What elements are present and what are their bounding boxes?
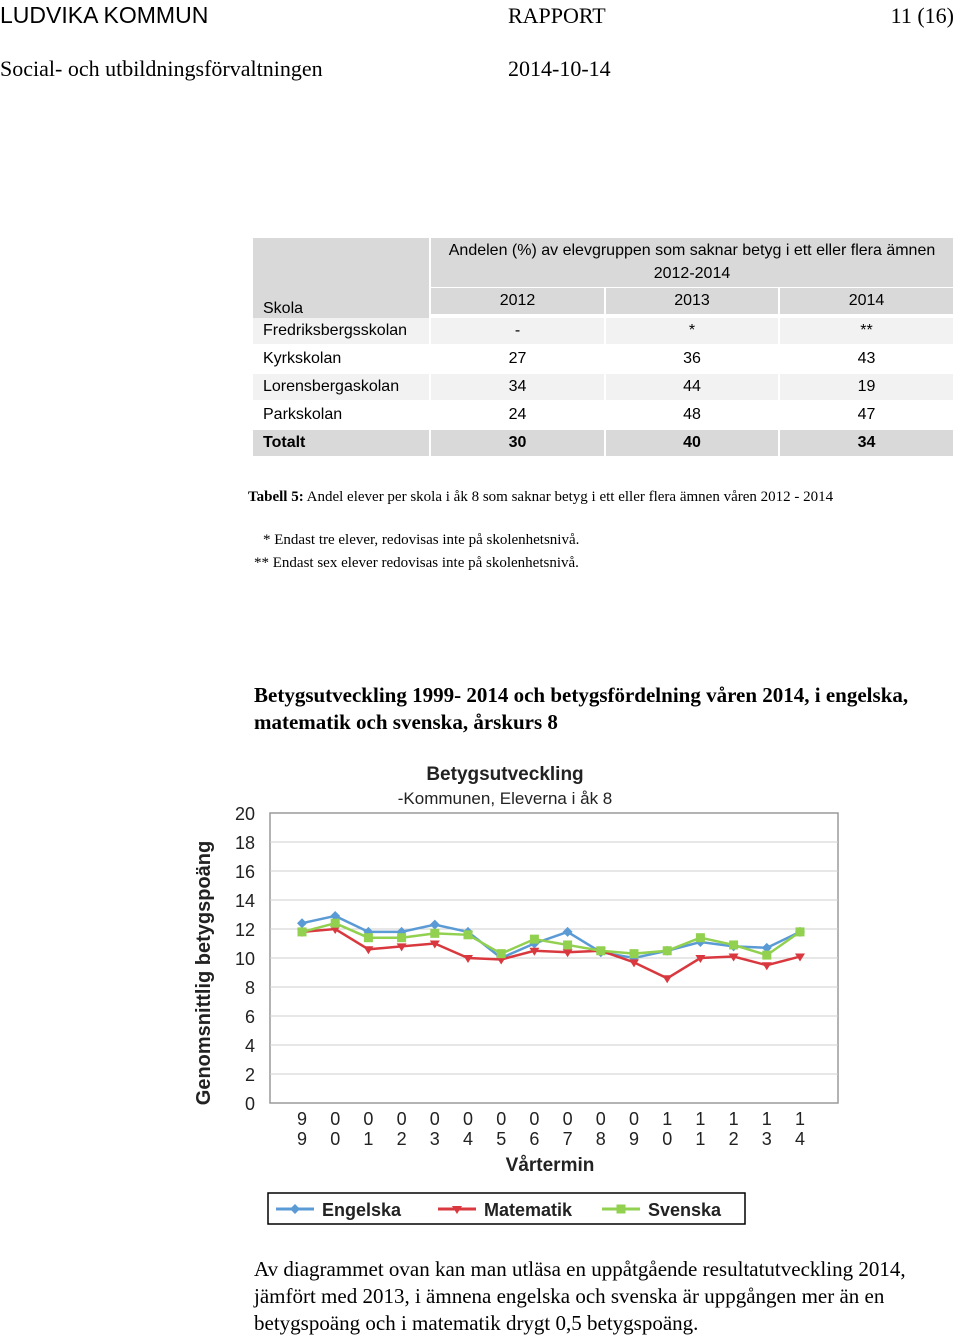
x-tick-label: 0 — [529, 1109, 540, 1129]
table-cell: 40 — [606, 430, 778, 456]
table-cell-school: Fredriksbergsskolan — [253, 318, 429, 344]
x-tick-label: 2 — [728, 1129, 739, 1149]
data-point — [397, 933, 406, 942]
data-point — [331, 919, 340, 928]
x-tick-label: 0 — [462, 1109, 474, 1129]
department-name: Social- och utbildningsförvaltningen — [0, 56, 323, 81]
x-tick-label: 4 — [462, 1129, 474, 1149]
table-year-header: 2012 — [431, 288, 604, 314]
data-point — [696, 933, 705, 942]
chart-title: Betygsutveckling — [426, 764, 584, 785]
data-point — [364, 933, 373, 942]
table-cell: - — [431, 318, 604, 344]
y-axis-label: Genomsnittlig betygspoäng — [193, 840, 215, 1106]
x-tick-label: 0 — [330, 1109, 341, 1129]
x-tick-label: 1 — [662, 1109, 673, 1129]
x-tick-label: 1 — [695, 1109, 706, 1129]
table-cell: 44 — [606, 374, 778, 400]
data-point — [563, 940, 572, 949]
caption-text: Andel elever per skola i åk 8 som saknar betyg i ett eller flera ämnen våren 2012 - 2014 — [303, 489, 834, 505]
x-tick-label: 0 — [628, 1109, 640, 1129]
y-tick-label: 10 — [234, 949, 255, 969]
y-tick-label: 12 — [234, 920, 255, 940]
org-name: LUDVIKA KOMMUN — [0, 2, 209, 28]
table-year-header: 2013 — [606, 288, 778, 314]
x-tick-label: 1 — [695, 1129, 706, 1149]
y-tick-label: 0 — [244, 1094, 255, 1114]
data-point — [729, 940, 738, 949]
legend-marker — [617, 1205, 626, 1214]
legend-label: Svenska — [648, 1200, 722, 1220]
table-school-header: Skola — [263, 300, 304, 317]
y-tick-label: 18 — [234, 833, 255, 853]
table-cell: 27 — [431, 346, 604, 372]
x-tick-label: 7 — [562, 1129, 573, 1149]
table-cell: 34 — [431, 374, 604, 400]
table-cell-school: Totalt — [253, 430, 429, 456]
table-cell: 43 — [780, 346, 953, 372]
table-row — [253, 402, 953, 428]
data-point — [762, 951, 771, 960]
table-cell: 36 — [606, 346, 778, 372]
table-cell: 48 — [606, 402, 778, 428]
x-tick-label: 9 — [296, 1129, 308, 1149]
x-tick-label: 6 — [529, 1129, 540, 1149]
x-tick-label: 5 — [496, 1129, 507, 1149]
y-tick-label: 6 — [244, 1007, 255, 1027]
legend-label: Engelska — [322, 1200, 402, 1220]
legend-label: Matematik — [484, 1200, 573, 1220]
y-tick-label: 8 — [244, 978, 255, 998]
data-point — [630, 949, 639, 958]
table-cell: 19 — [780, 374, 953, 400]
table-caption — [248, 486, 960, 509]
caption-note: * Endast tre elever, redovisas inte på skolenhetsnivå. — [263, 532, 580, 548]
table-row — [253, 374, 953, 400]
document-type: RAPPORT — [508, 3, 606, 28]
x-tick-label: 9 — [628, 1129, 640, 1149]
chart-subtitle: -Kommunen, Eleverna i åk 8 — [397, 789, 613, 808]
x-tick-label: 2 — [396, 1129, 407, 1149]
x-axis-label: Vårtermin — [505, 1155, 595, 1176]
x-tick-label: 0 — [363, 1109, 374, 1129]
page-number: 11 (16) — [890, 3, 954, 28]
table-row — [253, 346, 953, 372]
y-tick-label: 4 — [244, 1036, 255, 1056]
table-cell-school: Parkskolan — [253, 402, 429, 428]
line-chart — [180, 755, 840, 1235]
table-row — [253, 318, 953, 344]
table-cell-school: Lorensbergaskolan — [253, 374, 429, 400]
data-point — [596, 946, 605, 955]
y-tick-label: 2 — [244, 1065, 255, 1085]
x-tick-label: 0 — [595, 1109, 606, 1129]
x-tick-label: 4 — [794, 1129, 806, 1149]
x-tick-label: 0 — [330, 1129, 341, 1149]
table-total-row — [253, 430, 953, 456]
table-cell: ** — [780, 318, 953, 344]
table-cell: * — [606, 318, 778, 344]
x-tick-label: 1 — [728, 1109, 739, 1129]
data-point — [530, 935, 539, 944]
x-tick-label: 1 — [363, 1129, 374, 1149]
x-tick-label: 9 — [296, 1109, 308, 1129]
table-cell: 30 — [431, 430, 604, 456]
table-cell: 47 — [780, 402, 953, 428]
table-cell: 34 — [780, 430, 953, 456]
x-tick-label: 0 — [396, 1109, 407, 1129]
data-point — [663, 946, 672, 955]
x-tick-label: 0 — [429, 1109, 440, 1129]
data-point — [796, 927, 805, 936]
x-tick-label: 0 — [662, 1129, 673, 1149]
data-point — [464, 930, 473, 939]
x-tick-label: 1 — [794, 1109, 806, 1129]
x-tick-label: 1 — [761, 1109, 772, 1129]
x-tick-label: 3 — [429, 1129, 440, 1149]
table-year-header: 2014 — [780, 288, 953, 314]
section-title: Betygsutveckling 1999- 2014 och betygsfördelning våren 2014, i engelska, matematik och svenska, årskurs 8 — [254, 683, 909, 734]
y-tick-label: 14 — [234, 891, 255, 911]
table-cell: 24 — [431, 402, 604, 428]
body-paragraph: Av diagrammet ovan kan man utläsa en uppåtgående resultatutveckling 2014, jämfört med 2013, i ämnena engelska och svenska är uppgången mer än en betygspoäng och i matematik drygt 0,5 betygspoäng. — [254, 1257, 906, 1335]
x-tick-label: 0 — [562, 1109, 573, 1129]
chart-svg — [180, 755, 840, 1235]
data-point — [497, 949, 506, 958]
x-tick-label: 8 — [595, 1129, 606, 1149]
table-cell-school: Kyrkskolan — [253, 346, 429, 372]
data-point — [298, 927, 307, 936]
caption-note: ** Endast sex elever redovisas inte på skolenhetsnivå. — [254, 555, 579, 571]
document-date: 2014-10-14 — [508, 56, 611, 81]
y-tick-label: 20 — [234, 804, 255, 824]
x-tick-label: 3 — [761, 1129, 772, 1149]
caption-label: Tabell 5: — [248, 489, 304, 505]
table-title: Andelen (%) av elevgruppen som saknar betyg i ett eller flera ämnen 2012-2014 — [431, 238, 953, 287]
data-point — [430, 929, 439, 938]
y-tick-label: 16 — [234, 862, 255, 882]
x-tick-label: 0 — [496, 1109, 507, 1129]
